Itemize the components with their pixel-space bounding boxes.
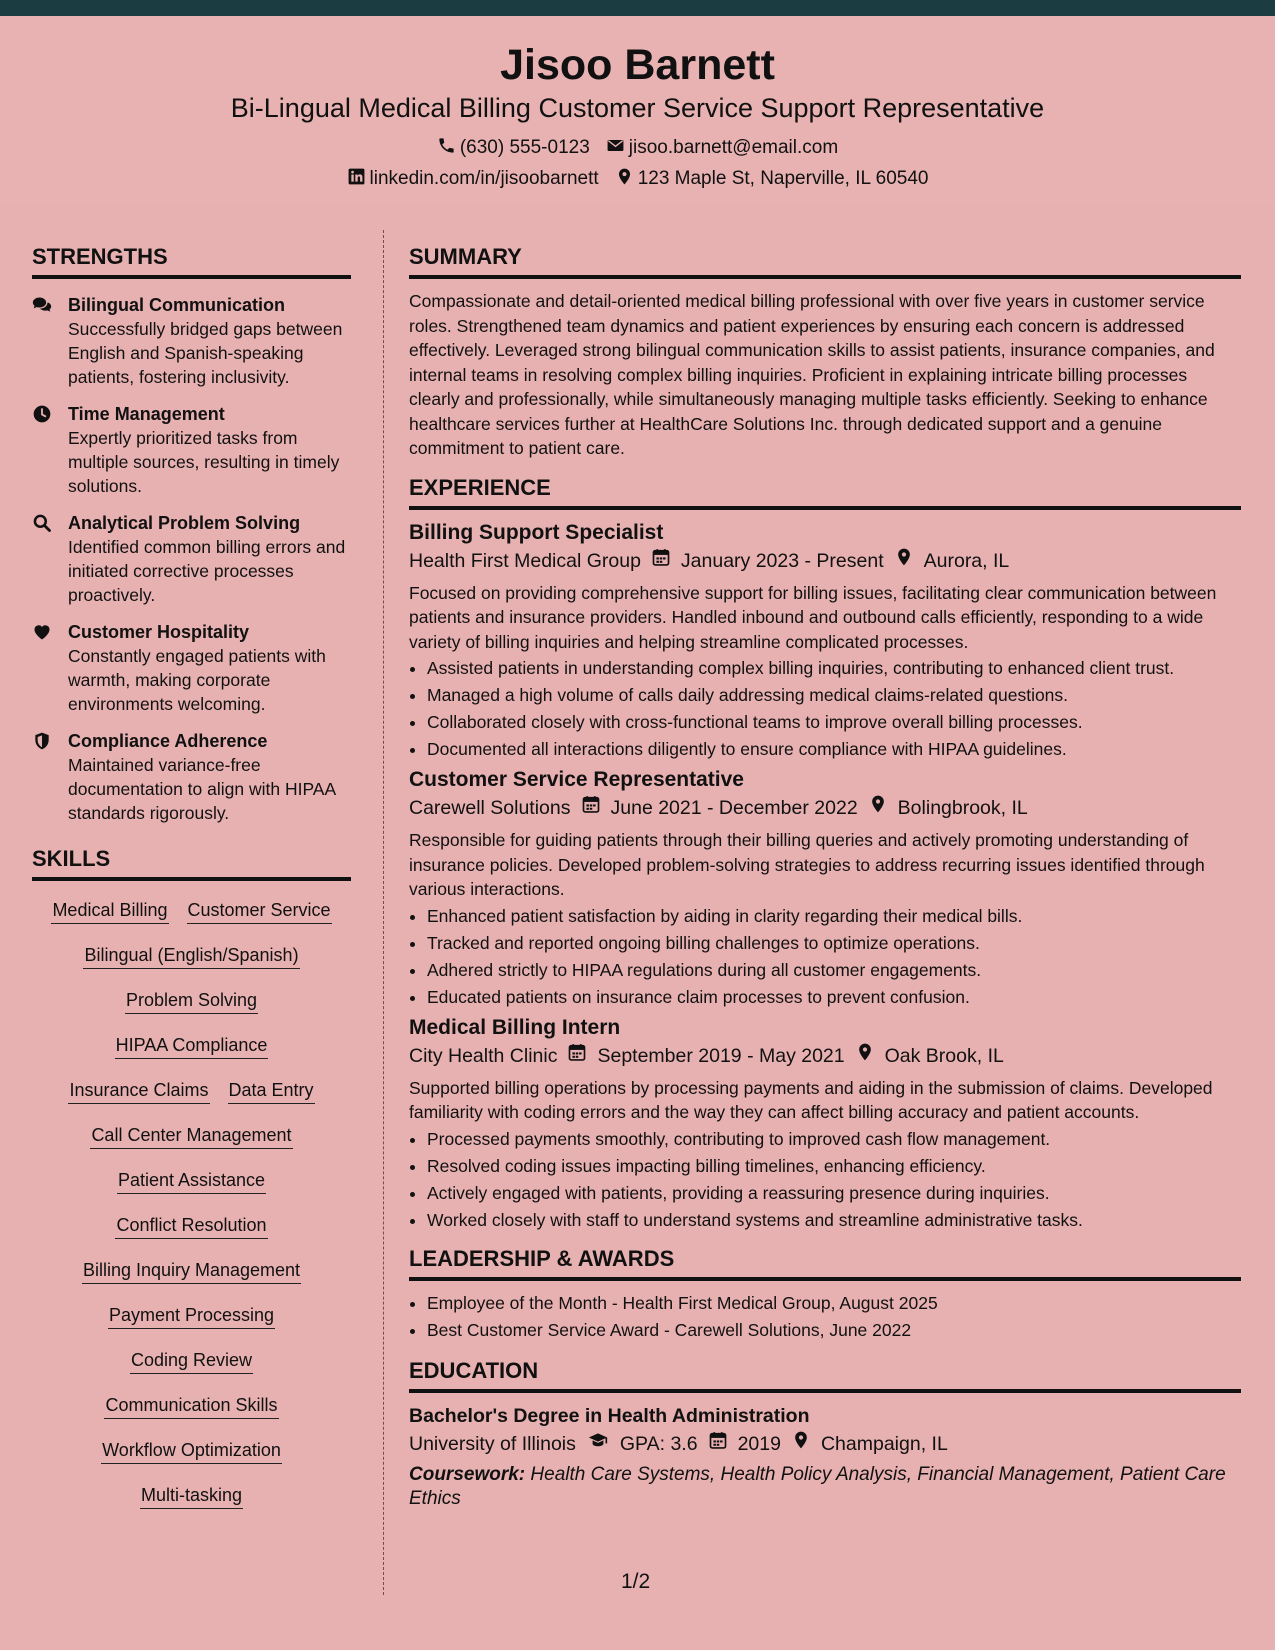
skills-heading: SKILLS [32, 848, 351, 881]
job-company: City Health Clinic [409, 1044, 558, 1067]
right-column [409, 246, 1241, 1511]
school-name: University of Illinois [409, 1432, 576, 1455]
skill-tag: Multi-tasking [140, 1482, 243, 1509]
skill-tag: Problem Solving [125, 987, 258, 1014]
job-title: Billing Support Specialist [409, 520, 664, 544]
phone-text: (630) 555-0123 [459, 137, 590, 158]
calendar-icon [708, 1429, 728, 1459]
coursework-text: Health Care Systems, Health Policy Analysis, Financial Management, Patient Care Ethics [409, 1463, 1226, 1509]
job-entry [409, 767, 1241, 1009]
map-pin-icon [615, 167, 634, 190]
top-accent-bar [0, 0, 1275, 16]
envelope-icon [606, 136, 625, 159]
skill-tag: Payment Processing [108, 1302, 275, 1329]
column-divider [383, 230, 384, 1595]
contact-row-1 [0, 136, 1275, 159]
skill-tag: Call Center Management [90, 1122, 292, 1149]
map-pin-icon [855, 1041, 875, 1071]
phone-icon [437, 136, 456, 159]
job-meta [409, 793, 1241, 823]
job-bullets [409, 1127, 1241, 1232]
job-bullet: • Actively engaged with patients, providing a reassuring presence during inquiries. [427, 1181, 1241, 1205]
strength-item [32, 293, 351, 389]
strength-item [32, 729, 351, 825]
summary-text: Compassionate and detail-oriented medical billing professional with over five years in customer service roles. Strengthened team dynamics and patient experiences by ensuring each concern is addressed effectively. Leveraged strong bilingual communication skills to assist patients, insurance companies, and internal teams in resolving complex billing inquiries. Proficient in explaining intricate billing processes clearly and professionally, while simultaneously managing multiple tasks efficiently. Seeking to enhance healthcare services further at HealthCare Solutions Inc. through dedicated support and a genuine commitment to patient care. [409, 291, 1215, 458]
job-location: Oak Brook, IL [884, 1044, 1004, 1067]
job-description: Responsible for guiding patients through their billing queries and actively promoting understanding of insurance policies. Developed problem-solving strategies to address recurring issues identified through various interactions. [409, 830, 1205, 899]
skill-tag: Data Entry [228, 1077, 315, 1104]
job-bullet: • Worked closely with staff to understand systems and streamline administrative tasks. [427, 1208, 1241, 1232]
coursework-label: Coursework: [409, 1463, 526, 1485]
email-contact[interactable] [606, 136, 838, 159]
job-bullet: • Processed payments smoothly, contributing to improved cash flow management. [427, 1127, 1241, 1151]
job-dates: June 2021 - December 2022 [610, 797, 858, 819]
skill-tag: Coding Review [130, 1347, 253, 1374]
strengths-list [32, 293, 351, 825]
job-description: Supported billing operations by processing payments and aiding in the submission of claims. Developed familiarity with coding errors and the way they can affect billing accuracy and patient accounts. [409, 1077, 1213, 1122]
job-bullets [409, 656, 1241, 761]
address-contact [615, 167, 929, 190]
strength-title: Compliance Adherence [68, 731, 268, 751]
job-entry [409, 520, 1241, 762]
job-bullet: • Resolved coding issues impacting billing timelines, enhancing efficiency. [427, 1154, 1241, 1178]
skill-tag: Insurance Claims [68, 1077, 209, 1104]
job-title: Customer Service Representative [409, 768, 744, 791]
job-bullet: • Tracked and reported ongoing billing challenges to optimize operations. [427, 931, 1241, 955]
job-dates: September 2019 - May 2021 [597, 1044, 845, 1067]
strength-title: Customer Hospitality [68, 622, 250, 642]
map-pin-icon [868, 793, 888, 823]
heart-icon [32, 620, 54, 716]
strength-desc: Constantly engaged patients with warmth, making corporate environments welcoming. [68, 646, 326, 714]
job-bullet: • Adhered strictly to HIPAA regulations during all customer engagements. [427, 958, 1241, 982]
skill-tag: HIPAA Compliance [115, 1032, 269, 1059]
coursework [409, 1463, 1241, 1511]
clock-icon [32, 402, 54, 498]
leadership-heading: LEADERSHIP & AWARDS [409, 1248, 1241, 1281]
strength-title: Bilingual Communication [68, 295, 286, 315]
job-bullet: • Managed a high volume of calls daily addressing medical claims-related questions. [427, 683, 1241, 707]
skill-tag: Billing Inquiry Management [82, 1257, 301, 1284]
search-icon [32, 511, 54, 607]
awards-list [409, 1291, 1241, 1342]
education-heading: EDUCATION [409, 1360, 1241, 1393]
job-meta [409, 546, 1241, 576]
strengths-heading: STRENGTHS [32, 246, 351, 279]
job-bullet: • Enhanced patient satisfaction by aiding in clarity regarding their medical bills. [427, 904, 1241, 928]
strength-title: Analytical Problem Solving [68, 513, 301, 533]
skill-tag: Patient Assistance [117, 1167, 266, 1194]
contact-row-2 [0, 167, 1275, 190]
page-number: 1/2 [621, 1570, 651, 1593]
summary-heading: SUMMARY [409, 246, 1241, 279]
candidate-title: Bi-Lingual Medical Billing Customer Service Support Representative [230, 93, 1045, 123]
job-location: Aurora, IL [923, 549, 1010, 572]
job-bullet: • Assisted patients in understanding complex billing inquiries, contributing to enhanced client trust. [427, 656, 1241, 680]
graduation-year: 2019 [737, 1432, 781, 1455]
map-pin-icon [894, 546, 914, 576]
skill-tag: Customer Service [187, 897, 332, 924]
resume-header [0, 16, 1275, 204]
graduation-cap-icon [586, 1429, 610, 1459]
job-company: Carewell Solutions [409, 797, 571, 819]
strength-item [32, 402, 351, 498]
job-bullet: • Educated patients on insurance claim processes to prevent confusion. [427, 985, 1241, 1009]
linkedin-contact[interactable] [347, 167, 599, 190]
strength-desc: Expertly prioritized tasks from multiple sources, resulting in timely solutions. [68, 428, 340, 496]
calendar-icon [567, 1041, 587, 1071]
job-title: Medical Billing Intern [409, 1015, 621, 1039]
skills-list [32, 895, 351, 1527]
skill-tag: Medical Billing [51, 897, 168, 924]
calendar-icon [581, 793, 601, 823]
shield-icon [32, 729, 54, 825]
job-location: Bolingbrook, IL [897, 797, 1028, 819]
job-company: Health First Medical Group [409, 549, 641, 572]
education-meta [409, 1429, 1241, 1459]
skill-tag: Conflict Resolution [115, 1212, 267, 1239]
strength-item [32, 511, 351, 607]
linkedin-icon [347, 167, 366, 190]
strength-desc: Maintained variance-free documentation to align with HIPAA standards rigorously. [68, 755, 336, 823]
address-text: 123 Maple St, Naperville, IL 60540 [637, 168, 929, 189]
job-meta [409, 1041, 1241, 1071]
comments-icon [32, 293, 54, 389]
map-pin-icon [791, 1429, 811, 1459]
job-entry [409, 1015, 1241, 1232]
left-column [32, 246, 351, 1527]
degree-title: Bachelor's Degree in Health Administration [409, 1404, 810, 1427]
skill-tag: Communication Skills [104, 1392, 278, 1419]
job-bullet: • Collaborated closely with cross-functional teams to improve overall billing processes. [427, 710, 1241, 734]
candidate-name: Jisoo Barnett [500, 41, 775, 89]
strength-item [32, 620, 351, 716]
calendar-icon [651, 546, 671, 576]
email-text: jisoo.barnett@email.com [628, 137, 839, 158]
linkedin-text: linkedin.com/in/jisoobarnett [369, 168, 599, 189]
strength-desc: Identified common billing errors and initiated corrective processes proactively. [68, 537, 346, 605]
job-description: Focused on providing comprehensive support for billing issues, facilitating clear communication between patients and insurance providers. Handled inbound and outbound calls efficiently, responding to a wide variety of billing inquiries and helping streamline complicated processes. [409, 582, 1217, 652]
job-bullet: • Documented all interactions diligently to ensure compliance with HIPAA guidelines. [427, 737, 1241, 761]
strength-title: Time Management [68, 404, 225, 424]
skill-tag: Workflow Optimization [101, 1437, 282, 1464]
skill-tag: Bilingual (English/Spanish) [83, 942, 299, 969]
phone-contact[interactable] [437, 136, 590, 159]
experience-heading: EXPERIENCE [409, 477, 1241, 510]
gpa: GPA: 3.6 [619, 1432, 698, 1455]
school-location: Champaign, IL [820, 1432, 948, 1455]
award-item: • Employee of the Month - Health First Medical Group, August 2025 [427, 1291, 1241, 1315]
strength-desc: Successfully bridged gaps between English and Spanish-speaking patients, fostering inclusivity. [68, 319, 343, 387]
job-bullets [409, 904, 1241, 1009]
job-dates: January 2023 - Present [680, 549, 884, 572]
award-item: • Best Customer Service Award - Carewell Solutions, June 2022 [427, 1318, 1241, 1342]
